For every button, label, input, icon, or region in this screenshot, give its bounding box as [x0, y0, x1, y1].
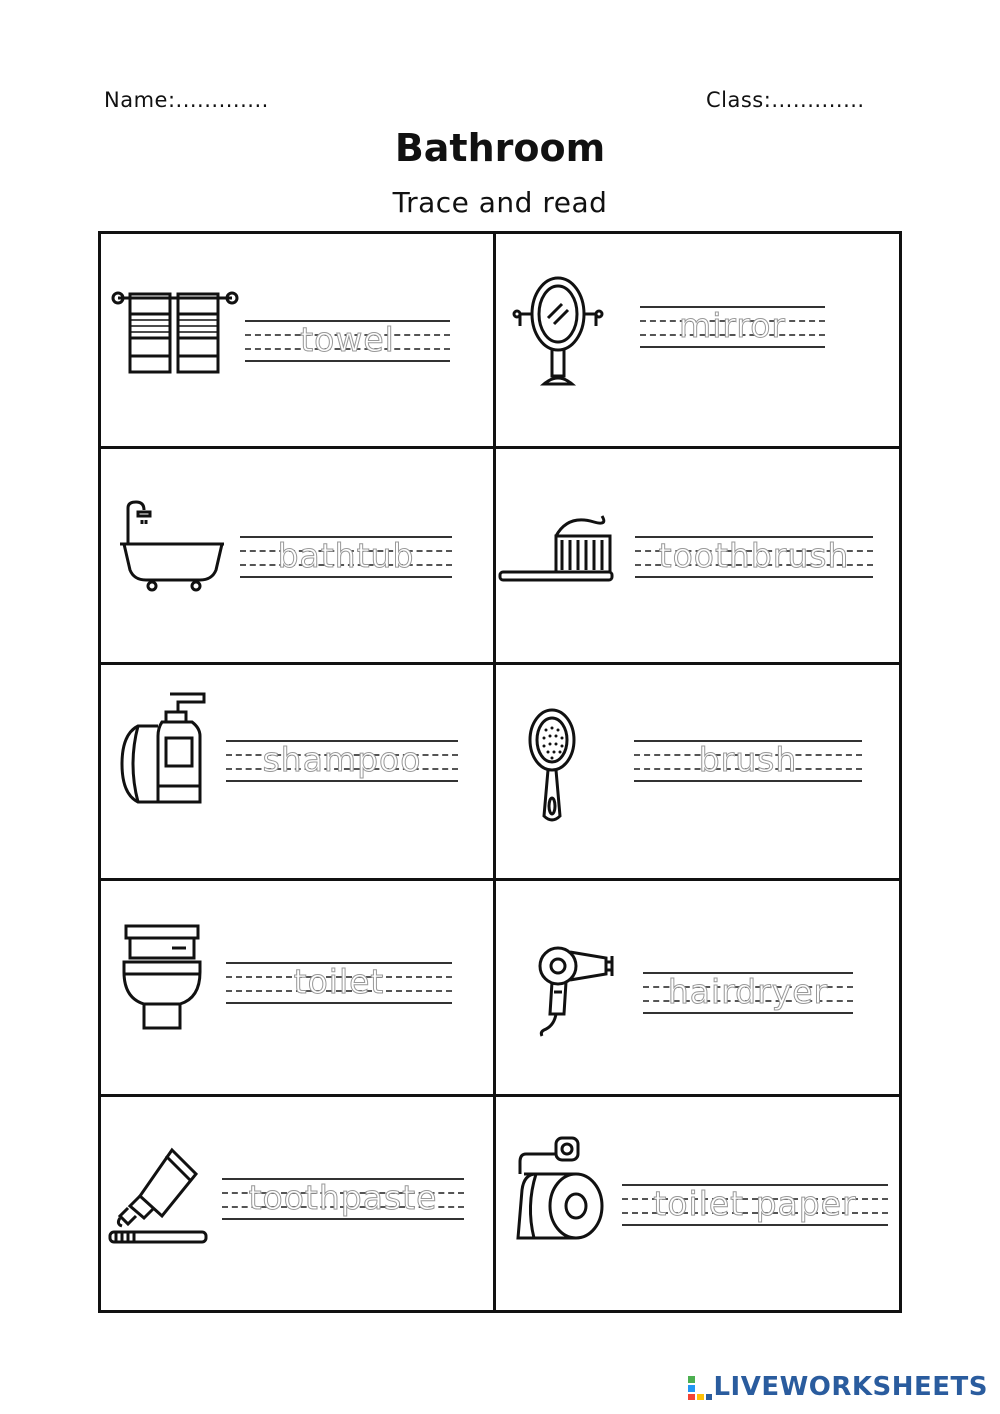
toilet-paper-icon: [512, 1134, 612, 1246]
trace-line[interactable]: [240, 536, 452, 578]
trace-line[interactable]: [640, 306, 825, 348]
trace-word: toothpaste: [248, 1178, 438, 1217]
trace-word: hairdryer: [667, 972, 829, 1011]
toothbrush-icon: [498, 506, 618, 582]
grid-divider-row-4: [98, 1094, 902, 1097]
trace-word: shampoo: [262, 740, 422, 779]
instruction-text: Trace and read: [392, 186, 608, 219]
trace-line[interactable]: [635, 536, 873, 578]
toilet-icon: [120, 922, 204, 1032]
trace-word: brush: [698, 740, 798, 779]
trace-word: toilet: [293, 962, 385, 1001]
mirror-icon: [508, 268, 608, 388]
name-field[interactable]: Name:.............: [104, 88, 269, 112]
liveworksheets-logo-icon: [688, 1376, 712, 1400]
trace-word: towel: [300, 320, 395, 359]
trace-word: mirror: [679, 306, 786, 345]
trace-line[interactable]: [643, 972, 853, 1014]
trace-word: toothbrush: [658, 536, 850, 575]
trace-line[interactable]: [222, 1178, 464, 1220]
page-title: Bathroom: [394, 126, 606, 170]
class-field[interactable]: Class:.............: [706, 88, 865, 112]
brand-watermark[interactable]: LIVEWORKSHEETS: [713, 1372, 988, 1402]
trace-word: toilet paper: [653, 1184, 857, 1223]
hairdryer-icon: [536, 942, 620, 1038]
toothpaste-icon: [106, 1146, 210, 1248]
towel-icon: [110, 286, 240, 378]
grid-divider-row-3: [98, 878, 902, 881]
trace-line[interactable]: [634, 740, 862, 782]
trace-line[interactable]: [622, 1184, 888, 1226]
grid-divider-vertical: [493, 231, 496, 1313]
trace-line[interactable]: [226, 740, 458, 782]
grid-divider-row-1: [98, 446, 902, 449]
trace-line[interactable]: [226, 962, 452, 1004]
trace-line[interactable]: [245, 320, 450, 362]
trace-word: bathtub: [277, 536, 415, 575]
hairbrush-icon: [522, 706, 582, 826]
grid-divider-row-2: [98, 662, 902, 665]
shampoo-icon: [118, 690, 206, 806]
bathtub-icon: [116, 500, 228, 594]
